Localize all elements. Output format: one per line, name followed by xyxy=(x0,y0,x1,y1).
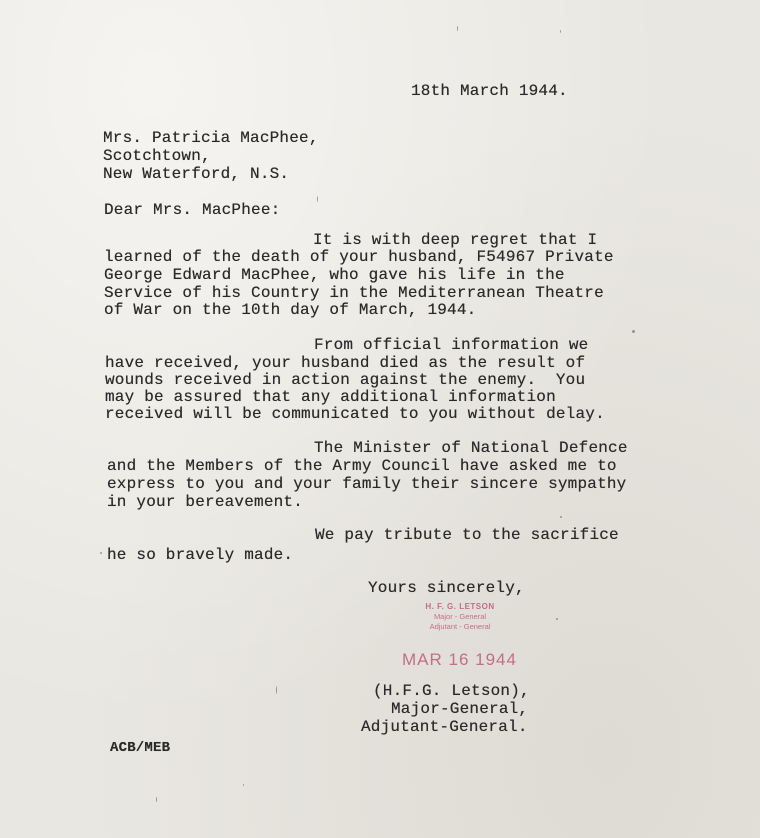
signatory-title: Adjutant-General. xyxy=(361,718,528,736)
paragraph-line: he so bravely made. xyxy=(107,546,294,564)
paper-speck xyxy=(243,784,244,786)
paragraph-line: may be assured that any additional information xyxy=(105,388,556,406)
paper-speck xyxy=(560,516,562,518)
paragraph-line: in your bereavement. xyxy=(107,493,304,511)
paragraph-line: The Minister of National Defence xyxy=(314,439,628,457)
received-date-stamp: MAR 16 1944 xyxy=(402,650,517,669)
paper-speck xyxy=(156,797,157,802)
paragraph-line: wounds received in action against the enemy. You xyxy=(105,371,586,389)
stamp-name: H. F. G. LETSON xyxy=(425,602,495,611)
salutation: Dear Mrs. MacPhee: xyxy=(104,201,281,219)
recipient-name: Mrs. Patricia MacPhee, xyxy=(103,129,319,147)
recipient-address-line1: Scotchtown, xyxy=(103,147,211,165)
stamp-title: Adjutant - General xyxy=(429,622,491,631)
paper-speck xyxy=(317,196,318,202)
paragraph-line: learned of the death of your husband, F54967 Private xyxy=(104,248,614,266)
paragraph-line: have received, your husband died as the result of xyxy=(105,354,586,372)
recipient-address-line2: New Waterford, N.S. xyxy=(103,165,290,183)
paper-speck xyxy=(556,618,558,620)
paragraph-line: George Edward MacPhee, who gave his life in the xyxy=(104,266,565,284)
paragraph-line: received will be communicated to you without delay. xyxy=(105,405,605,423)
closing: Yours sincerely, xyxy=(368,579,525,597)
paragraph-line: express to you and your family their sincere sympathy xyxy=(107,475,627,493)
paragraph-line: From official information we xyxy=(314,336,589,354)
stamp-rank: Major - General xyxy=(433,612,487,621)
paragraph-line: and the Members of the Army Council have asked me to xyxy=(107,457,617,475)
paper-speck xyxy=(276,686,277,694)
signatory-name: (H.F.G. Letson), xyxy=(373,682,530,700)
paper-speck xyxy=(632,330,635,333)
paper-speck xyxy=(560,30,561,33)
paragraph-line: Service of his Country in the Mediterranean Theatre xyxy=(104,284,604,302)
paragraph-line: of War on the 10th day of March, 1944. xyxy=(104,301,477,319)
reference-initials: ACB/MEB xyxy=(110,740,171,756)
signatory-rank: Major-General, xyxy=(391,700,529,718)
paper-speck xyxy=(457,26,458,31)
paper-speck xyxy=(100,552,102,554)
signature-stamp xyxy=(405,601,515,632)
paragraph-line: It is with deep regret that I xyxy=(313,231,598,249)
paragraph-line: We pay tribute to the sacrifice xyxy=(315,526,619,544)
letter-date: 18th March 1944. xyxy=(411,82,568,100)
